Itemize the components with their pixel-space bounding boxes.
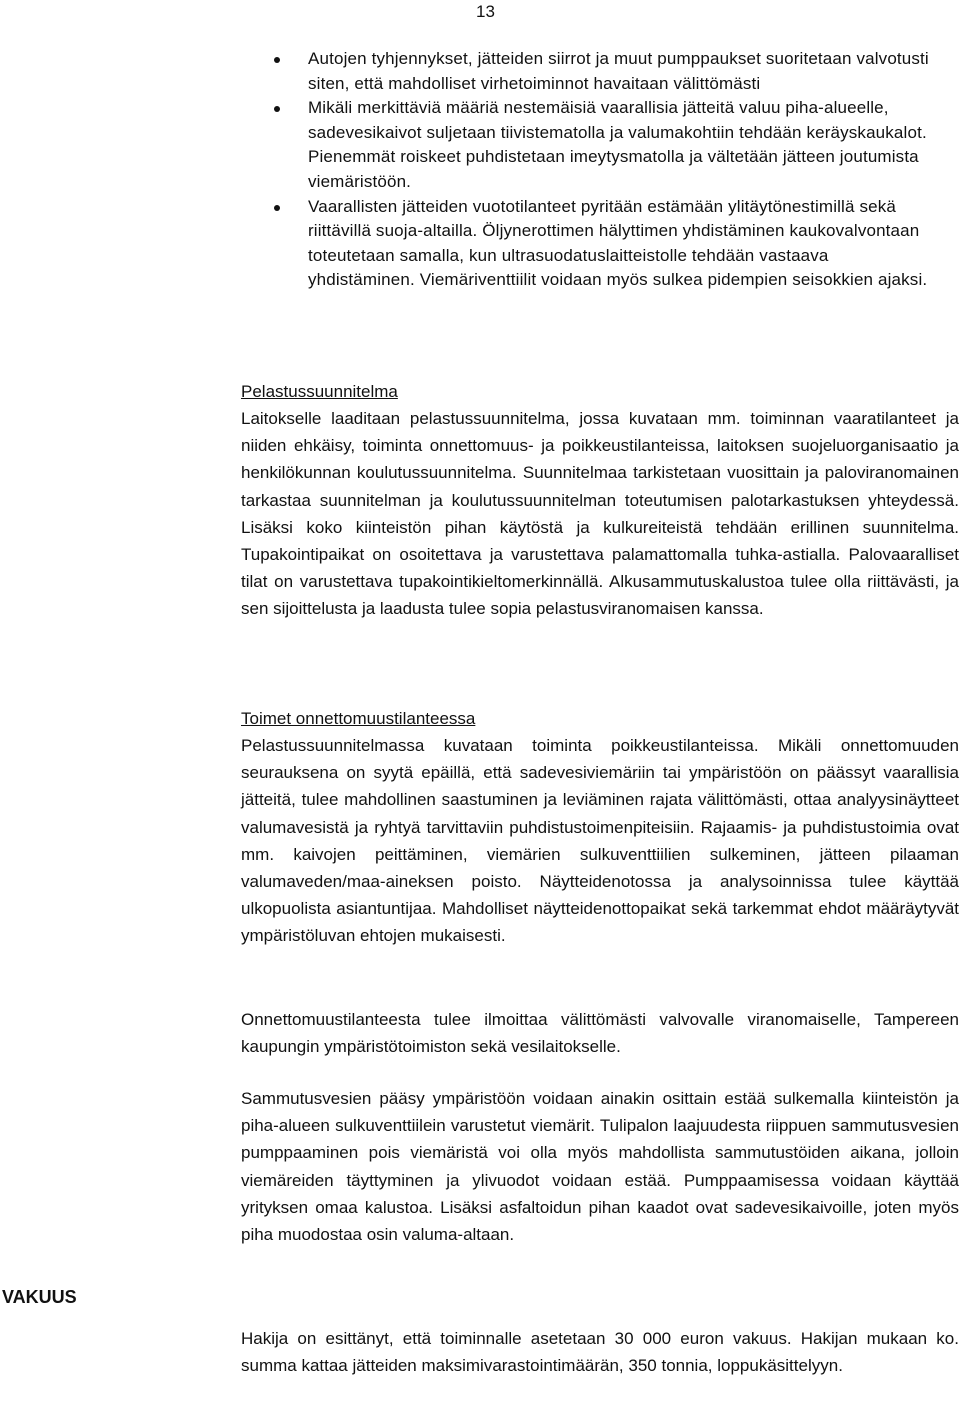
extinguishing-water-section [241, 1085, 959, 1248]
rescue-plan-section [241, 378, 959, 623]
notification-paragraph: Onnettomuustilanteesta tulee ilmoittaa välittömästi valvovalle viranomaiselle, Tampereen kaupungin ympäristötoimiston sekä vesilaitokselle. [241, 1010, 959, 1057]
accident-actions-paragraph: Pelastussuunnitelmassa kuvataan toiminta poikkeustilanteissa. Mikäli onnettomuuden seurauksena on syytä epäillä, että sadevesiviemäriin tai ympäristöön on päässyt vaarallisia jätteitä, tulee mahdollinen saastuminen ja leviäminen rajata välittömästi, ottaa analyysinäytteet valumavesistä ja ryhtyä tarvittaviin puhdistustoimenpiteisiin. Rajaamis- ja puhdistustoimia ovat mm. kaivojen peittäminen, viemärien sulkuventtiilien sulkeminen, jätteen pilaaman valumaveden/maa-aineksen poisto. Näytteidenotossa ja analysoinnissa tulee käyttää ulkopuolista asiantuntijaa. Mahdolliset näytteidenottopaikat sekä tarkemmat ehdot määräytyvät ympäristöluvan ehtojen mukaisesti. [241, 736, 959, 946]
security-section [241, 1325, 959, 1379]
notification-section [241, 1006, 959, 1060]
accident-actions-heading: Toimet onnettomuustilanteessa [241, 709, 476, 728]
measures-bullet-list [0, 47, 960, 293]
rescue-plan-heading: Pelastussuunnitelma [241, 382, 398, 401]
page-number: 13 [476, 2, 495, 21]
bullet-item: Autojen tyhjennykset, jätteiden siirrot ja muut pumppaukset suoritetaan valvotusti siten, että mahdolliset virhetoiminnot havaitaan välittömästi [0, 47, 960, 96]
extinguishing-water-paragraph: Sammutusvesien pääsy ympäristöön voidaan ainakin osittain estää sulkemalla kiinteistön ja piha-alueen sulkuventtiilein varustetut viemärit. Tulipalon laajuudesta riippuen sammutusvesien pumppaaminen pois viemäristä voi olla myös mahdollista sammutustöiden aikana, jolloin viemäreiden täyttyminen ja ylivuodot voidaan estää. Pumppaamisessa voidaan käyttää yrityksen omaa kalustoa. Lisäksi asfaltoidun pihan kaadot ovat sadevesikaivoille, joten myös piha muodostaa osin valuma-altaan. [241, 1089, 959, 1245]
security-paragraph: Hakija on esittänyt, että toiminnalle asetetaan 30 000 euron vakuus. Hakijan mukaan ko. summa kattaa jätteiden maksimivarastointimäärän, 350 tonnia, loppukäsittelyyn. [241, 1329, 959, 1376]
accident-actions-section [241, 705, 959, 950]
bullet-item: Vaarallisten jätteiden vuototilanteet pyritään estämään ylitäytönestimillä sekä riittävillä suoja-altailla. Öljynerottimen hälyttimen yhdistäminen kaukovalvontaan toteutetaan samalla, kun ultrasuodatuslaitteistolle tehdään vastaava yhdistäminen. Viemäriventtiilit voidaan myös sulkea pidempien seisokkien ajaksi. [0, 195, 960, 293]
rescue-plan-paragraph: Laitokselle laaditaan pelastussuunnitelma, jossa kuvataan mm. toiminnan vaaratilanteet ja niiden ehkäisy, toiminta onnettomuus- ja poikkeustilanteissa, laitoksen suojeluorganisaatio ja henkilökunnan koulutussuunnitelma. Suunnitelmaa tarkistetaan vuosittain ja paloviranomainen tarkastaa suunnitelman ja koulutussuunnitelman toteutumisen palotarkastuksen yhteydessä. Lisäksi koko kiinteistön pihan käytöstä ja kulkureiteistä tehdään erillinen suunnitelma. Tupakointipaikat on osoitettava ja varustettava palamattomalla tuhka-astialla. Palovaaralliset tilat on varustettava tupakointikieltomerkinnällä. Alkusammutuskalustoa tulee olla riittävästi, ja sen sijoittelusta ja laadusta tulee sopia pelastusviranomaisen kanssa. [241, 409, 959, 619]
security-label: VAKUUS [2, 1287, 77, 1307]
bullet-item: Mikäli merkittäviä määriä nestemäisiä vaarallisia jätteitä valuu piha-alueelle, sadevesikaivot suljetaan tiivistematolla ja valumakohtiin tehdään keräyskaukalot. Pienemmät roiskeet puhdistetaan imeytysmatolla ja vältetään jätteen joutumista viemäristöön. [0, 96, 960, 194]
